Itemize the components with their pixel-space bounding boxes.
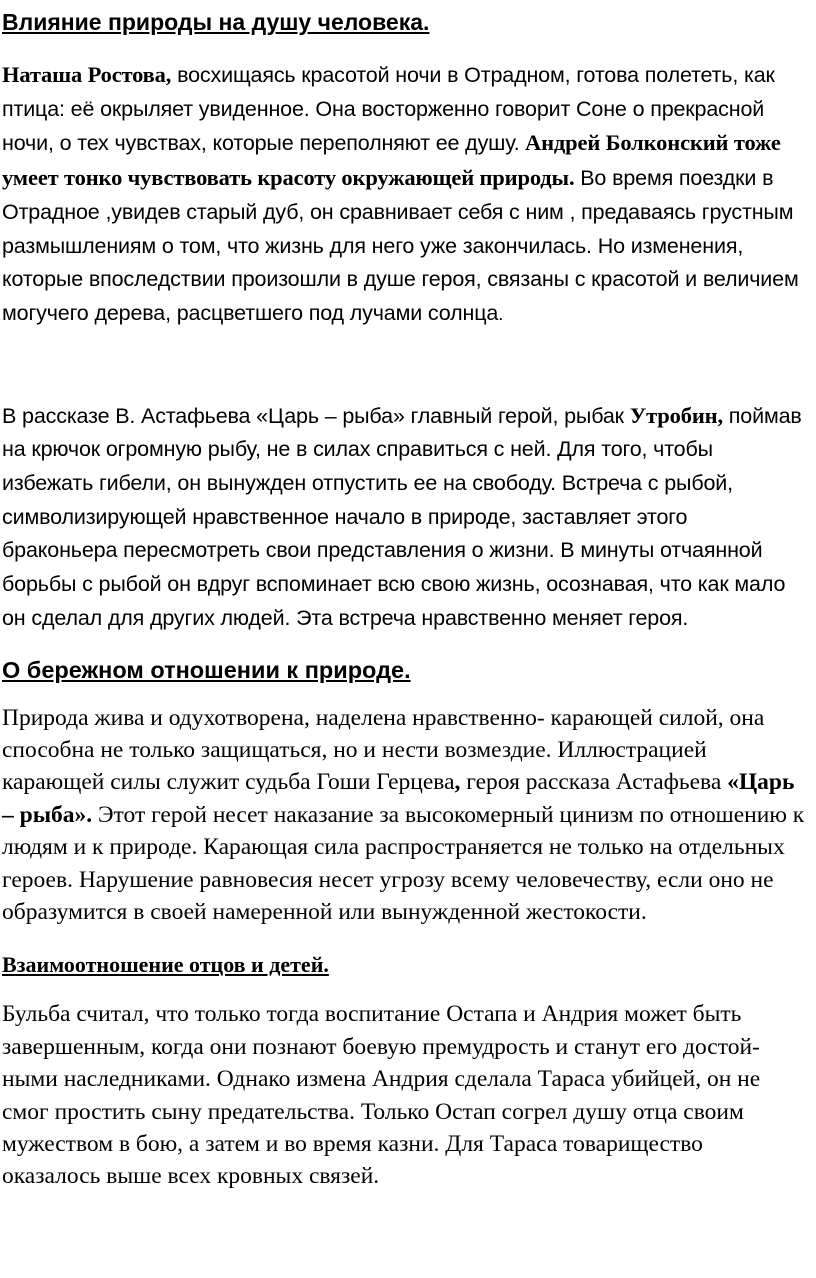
text-line: смог простить сыну предательства. Только Остап согрел душу отца своим bbox=[2, 1098, 744, 1125]
text-line: завершенным, когда они познают боевую премудрость и станут его достой- bbox=[2, 1033, 760, 1060]
bold-comma: , bbox=[454, 769, 461, 796]
paragraph-gosha-gertsev bbox=[2, 702, 806, 929]
paragraph-bulba bbox=[2, 998, 806, 1192]
text-line: Бульба считал, что только тогда воспитание Остапа и Андрия может быть bbox=[2, 1001, 742, 1028]
text-line: оказалось выше всех кровных связей. bbox=[2, 1163, 380, 1190]
text-line: ными наследниками. Однако измена Андрия сделала Тараса убийцей, он не bbox=[2, 1066, 761, 1093]
paragraph-rostova-bolkonsky bbox=[2, 58, 806, 332]
bold-utrobin: Утробин, bbox=[629, 402, 723, 428]
section-heading-nature-care: О бережном отношении к природе. bbox=[2, 656, 411, 683]
paragraph-tsar-ryba bbox=[2, 399, 806, 636]
section-heading-fathers-children: Взаимоотношение отцов и детей. bbox=[2, 952, 329, 978]
bold-title-tsar-ryba: «Царь – рыба». bbox=[2, 769, 795, 828]
text-line: мужеством в бою, а затем и во время казни. Для Тараса товарищество bbox=[2, 1131, 703, 1158]
bold-name-rostova: Наташа Ростова, bbox=[2, 62, 172, 87]
text-segment: поймав на крючок огромную рыбу, не в силах справиться с ней. Для того, чтобы избежать гибели, он вынужден отпустить ее на свободу. Встреча с рыбой, символизирующей нравственное начало в природе, заставляет этого браконьера пересмотреть свои представления о жизни. В минуты отчаянной борьбы с рыбой он вдруг вспоминает всю свою жизнь, осознавая, что как мало он сделал для других людей. Эта встреча нравственно меняет героя. bbox=[2, 403, 802, 630]
text-segment: Во время поездки в Отрадное ,увидев старый дуб, он сравнивает себя с ним , предаваясь грустным размышлениям о том, что жизнь для него уже закончилась. Но изменения, которые впоследствии произошли в душе героя, связаны с красотой и величием могучего дерева, расцветшего под лучами солнца bbox=[2, 166, 799, 325]
bold-bolkonsky: Андрей Болконский тоже умеет тонко чувствовать красоту окружающей природы. bbox=[2, 130, 781, 191]
text-segment: Природа жива и одухотворена, наделена нравственно- карающей силой, она способна не только защищаться, но и нести возмездие. Иллюстрацией карающей силы служит судьба Гоши Герцева bbox=[2, 704, 765, 796]
text-segment: восхищаясь красотой ночи в Отрадном, готова полететь, как птица: её окрыляет увиденное. Она восторженно говорит Соне о прекрасной ночи, о тех чувствах, которые переполняют ее душу. bbox=[2, 63, 775, 156]
text-end: . bbox=[498, 303, 504, 324]
text-segment: Этот герой несет наказание за высокомерный цинизм по отношению к людям и к природе. Карающая сила распространяется не только на отдельных героев. Нарушение равновесия несет угрозу всему человечеству, если оно не образумится в своей намеренной или вынужденной жестокости. bbox=[2, 801, 805, 925]
section-heading-nature-soul: Влияние природы на душу человека. bbox=[2, 9, 430, 35]
text-segment: героя рассказа Астафьева bbox=[460, 769, 728, 796]
text-segment: В рассказе В. Астафьева «Царь – рыба» главный герой, рыбак bbox=[2, 403, 630, 428]
